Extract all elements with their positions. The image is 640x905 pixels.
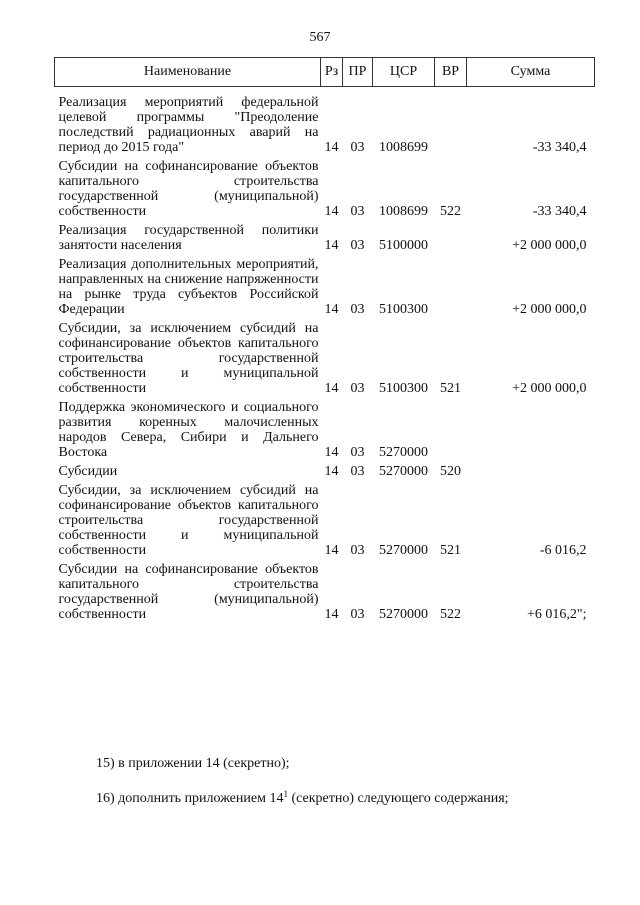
table-row <box>55 479 595 558</box>
row-csr: 5270000 <box>379 445 428 460</box>
row-sum <box>467 396 595 460</box>
row-pr: 03 <box>350 140 365 155</box>
row-name: Субсидии на софинансирование объектов капитального строительства государственной (муниципальной) собственности <box>58 159 319 219</box>
header-sum: Сумма <box>467 58 595 87</box>
row-name: Субсидии, за исключением субсидий на софинансирование объектов капитального строительства государственной собственности и муниципальной собственности <box>58 483 319 558</box>
row-csr: 5100300 <box>379 302 428 317</box>
table-header-row <box>55 58 595 87</box>
row-vr: 522 <box>440 204 461 219</box>
row-sum: -33 340,4 <box>532 204 587 219</box>
table-row <box>55 396 595 460</box>
row-csr: 1008699 <box>379 204 428 219</box>
note-item-16-text-end: (секретно) следующего содержания; <box>287 791 509 806</box>
row-rz: 14 <box>324 302 339 317</box>
table-body <box>55 87 595 623</box>
row-csr: 5270000 <box>379 464 428 479</box>
row-pr: 03 <box>350 445 365 460</box>
row-rz: 14 <box>324 543 339 558</box>
table-row <box>55 558 595 622</box>
row-sum: -33 340,4 <box>532 140 587 155</box>
header-csr: ЦСР <box>373 58 435 87</box>
row-sum: +2 000 000,0 <box>512 381 587 396</box>
row-vr <box>435 253 467 317</box>
note-item-16 <box>96 791 509 807</box>
row-rz: 14 <box>324 238 339 253</box>
row-vr: 521 <box>440 543 461 558</box>
row-pr: 03 <box>350 607 365 622</box>
row-rz: 14 <box>324 464 339 479</box>
table-row <box>55 91 595 155</box>
row-csr: 5270000 <box>379 607 428 622</box>
header-vr: ВР <box>435 58 467 87</box>
row-rz: 14 <box>324 140 339 155</box>
row-csr: 5100300 <box>379 381 428 396</box>
row-vr <box>435 219 467 253</box>
row-vr <box>435 91 467 155</box>
row-pr: 03 <box>350 381 365 396</box>
row-rz: 14 <box>324 381 339 396</box>
row-name: Субсидии на софинансирование объектов капитального строительства государственной (муниципальной) собственности <box>58 562 319 622</box>
table-row <box>55 460 595 479</box>
row-pr: 03 <box>350 543 365 558</box>
row-pr: 03 <box>350 204 365 219</box>
row-csr: 5100000 <box>379 238 428 253</box>
row-sum: -6 016,2 <box>539 543 587 558</box>
row-rz: 14 <box>324 204 339 219</box>
row-name: Субсидии <box>58 464 118 479</box>
table-row <box>55 219 595 253</box>
row-rz: 14 <box>324 445 339 460</box>
row-pr: 03 <box>350 302 365 317</box>
row-pr: 03 <box>350 238 365 253</box>
row-csr: 1008699 <box>379 140 428 155</box>
table-row <box>55 317 595 396</box>
page-number: 567 <box>309 30 331 45</box>
row-sum: +2 000 000,0 <box>512 302 587 317</box>
table-row <box>55 155 595 219</box>
header-name: Наименование <box>55 58 321 87</box>
row-pr: 03 <box>350 464 365 479</box>
row-sum <box>467 460 595 479</box>
table-row <box>55 253 595 317</box>
table-header <box>55 58 595 87</box>
row-vr: 520 <box>440 464 461 479</box>
note-item-15: 15) в приложении 14 (секретно); <box>96 756 290 771</box>
row-name: Реализация дополнительных мероприятий, направленных на снижение напряженности на рынке труда субъектов Российской Федерации <box>58 257 319 317</box>
row-vr: 521 <box>440 381 461 396</box>
row-name: Субсидии, за исключением субсидий на софинансирование объектов капитального строительства государственной собственности и муниципальной собственности <box>58 321 319 396</box>
row-sum: +6 016,2"; <box>527 607 587 622</box>
note-item-16-superscript: 1 <box>283 789 288 799</box>
row-vr: 522 <box>440 607 461 622</box>
header-rz: Рз <box>321 58 343 87</box>
row-name: Реализация государственной политики занятости населения <box>58 223 319 253</box>
budget-table <box>54 57 595 622</box>
note-item-16-text: 16) дополнить приложением 14 <box>96 791 284 806</box>
row-vr <box>435 396 467 460</box>
row-csr: 5270000 <box>379 543 428 558</box>
row-rz: 14 <box>324 607 339 622</box>
row-sum: +2 000 000,0 <box>512 238 587 253</box>
row-name: Реализация мероприятий федеральной целевой программы "Преодоление последствий радиационных аварий на период до 2015 года" <box>58 95 319 155</box>
row-name: Поддержка экономического и социального развития коренных малочисленных народов Севера, Сибири и Дальнего Востока <box>58 400 319 460</box>
header-pr: ПР <box>343 58 373 87</box>
